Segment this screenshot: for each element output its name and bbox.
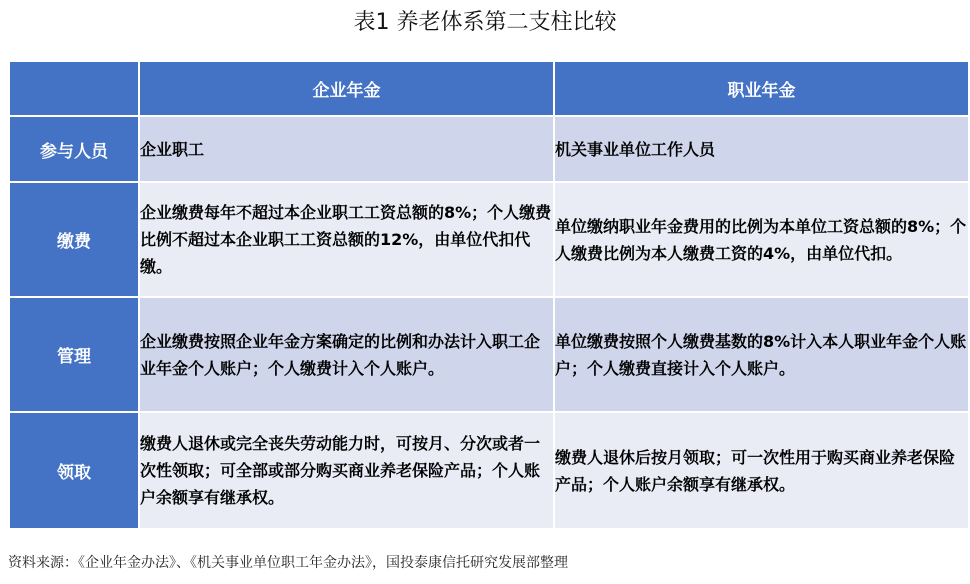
row-label-withdrawal: 领取 [9,412,139,529]
comparison-table [8,60,970,530]
header-occupational-annuity: 职业年金 [554,61,969,116]
cell-occupational-management: 单位缴费按照个人缴费基数的8%计入本人职业年金个人账户；个人缴费直接计入个人账户。 [554,297,969,412]
header-enterprise-annuity: 企业年金 [139,61,554,116]
cell-occupational-withdrawal: 缴费人退休后按月领取；可一次性用于购买商业养老保险产品；个人账户余额享有继承权。 [554,412,969,529]
table-row [9,182,969,297]
cell-occupational-contribution: 单位缴纳职业年金费用的比例为本单位工资总额的8%；个人缴费比例为本人缴费工资的4%，由单位代扣。 [554,182,969,297]
table-row [9,116,969,182]
row-label-participants: 参与人员 [9,116,139,182]
header-corner [9,61,139,116]
cell-occupational-participants: 机关事业单位工作人员 [554,116,969,182]
cell-enterprise-management: 企业缴费按照企业年金方案确定的比例和办法计入职工企业年金个人账户；个人缴费计入个人账户。 [139,297,554,412]
source-note: 资料来源：《企业年金办法》、《机关事业单位职工年金办法》，国投泰康信托研究发展部整理 [8,555,568,571]
table-row [9,412,969,529]
table-header-row [9,61,969,116]
cell-enterprise-participants: 企业职工 [139,116,554,182]
row-label-contribution: 缴费 [9,182,139,297]
table-row [9,297,969,412]
cell-enterprise-withdrawal: 缴费人退休或完全丧失劳动能力时，可按月、分次或者一次性领取；可全部或部分购买商业养老保险产品；个人账户余额享有继承权。 [139,412,554,529]
cell-enterprise-contribution: 企业缴费每年不超过本企业职工工资总额的8%；个人缴费比例不超过本企业职工工资总额的12%，由单位代扣代缴。 [139,182,554,297]
row-label-management: 管理 [9,297,139,412]
table-title: 表1 养老体系第二支柱比较 [353,10,617,35]
